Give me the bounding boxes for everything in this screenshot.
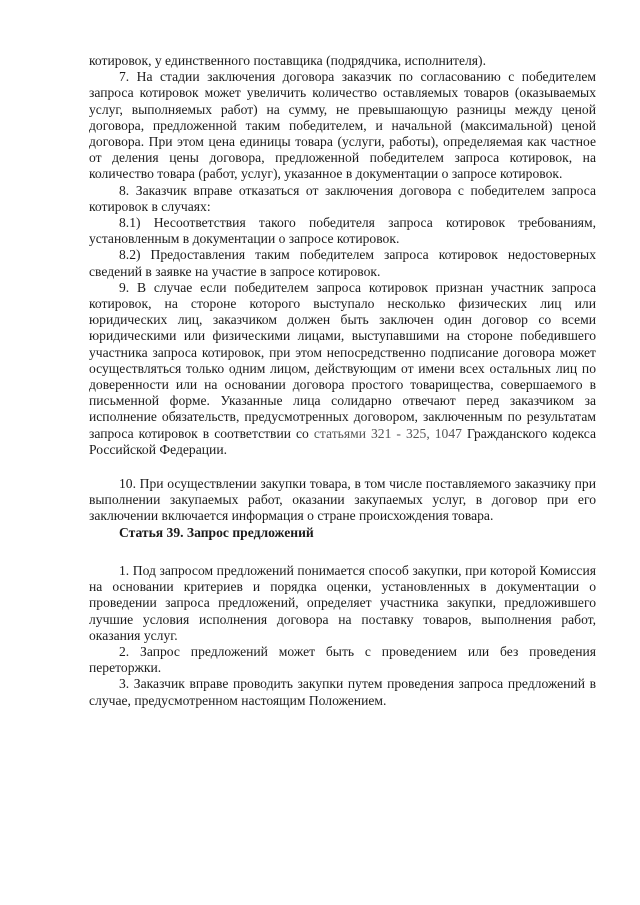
paragraph-8-2: 8.2) Предоставления таким победителем запроса котировок недостоверных сведений в заявке на участие в запросе котировок.	[89, 247, 596, 279]
paragraph-continuation: котировок, у единственного поставщика (подрядчика, исполнителя).	[89, 53, 486, 68]
paragraph-9-text: 9. В случае если победителем запроса котировок признан участник запроса котировок, на стороне которого выступало несколько физических лиц или юридических лиц, заказчиком должен быть заключен один договор со всеми юридическими или физическими лицами, выступавшими на стороне победившего участника запроса котировок, при этом непосредственно подписание договора может осуществляться только одним лицом, действующим от имени всех остальных лиц по доверенности или на основании договора простого товарищества, совершаемого в письменной форме. Указанные лица солидарно отвечают перед заказчиком за исполнение обязательств, предусмотренных договором, заключенным по результатам запроса котировок в соответствии со	[89, 279, 596, 441]
paragraph-9	[89, 280, 596, 458]
paragraph-10: 10. При осуществлении закупки товара, в том числе поставляемого заказчику при выполнении закупаемых работ, оказании закупаемых услуг, в договор при его заключении включается информация о стране происхождения товара.	[89, 476, 596, 524]
paragraph-8: 8. Заказчик вправе отказаться от заключения договора с победителем запроса котировок в случаях:	[89, 182, 596, 214]
paragraph-7: 7. На стадии заключения договора заказчик по согласованию с победителем запроса котировок может увеличить количество оставляемых товаров (оказываемых услуг, выполняемых работ) на сумму, не превышающую разницы между ценой договора, предложенной таким победителем, и начальной (максимальной) ценой договора. При этом цена единицы товара (услуги, работы), определяемая как частное от деления цены договора, предложенной победителем запроса котировок, на количество товара (работ, услуг), указанное в документации о запросе котировок.	[89, 69, 596, 182]
document-page	[89, 53, 596, 709]
paragraph-8-1: 8.1) Несоответствия такого победителя запроса котировок требованиям, установленным в документации о запросе котировок.	[89, 215, 596, 247]
paragraph-9-tail: Гражданского кодекса Российской Федерации.	[89, 425, 596, 457]
civil-code-articles-link[interactable]: статьями 321 - 325, 1047	[313, 425, 462, 441]
article-39-paragraph-1: 1. Под запросом предложений понимается способ закупки, при которой Комиссия на основании критериев и порядка оценки, установленных в документации о проведении запроса предложений, определяет участника закупки, предложившего лучшие условия исполнения договора на поставку товаров, выполнения работ, оказания услуг.	[89, 562, 596, 643]
article-39-paragraph-3: 3. Заказчик вправе проводить закупки путем проведения запроса предложений в случае, предусмотренном настоящим Положением.	[89, 676, 596, 708]
article-39-heading: Статья 39. Запрос предложений	[119, 524, 314, 540]
article-39-paragraph-2: 2. Запрос предложений может быть с проведением или без проведения переторжки.	[89, 643, 596, 676]
